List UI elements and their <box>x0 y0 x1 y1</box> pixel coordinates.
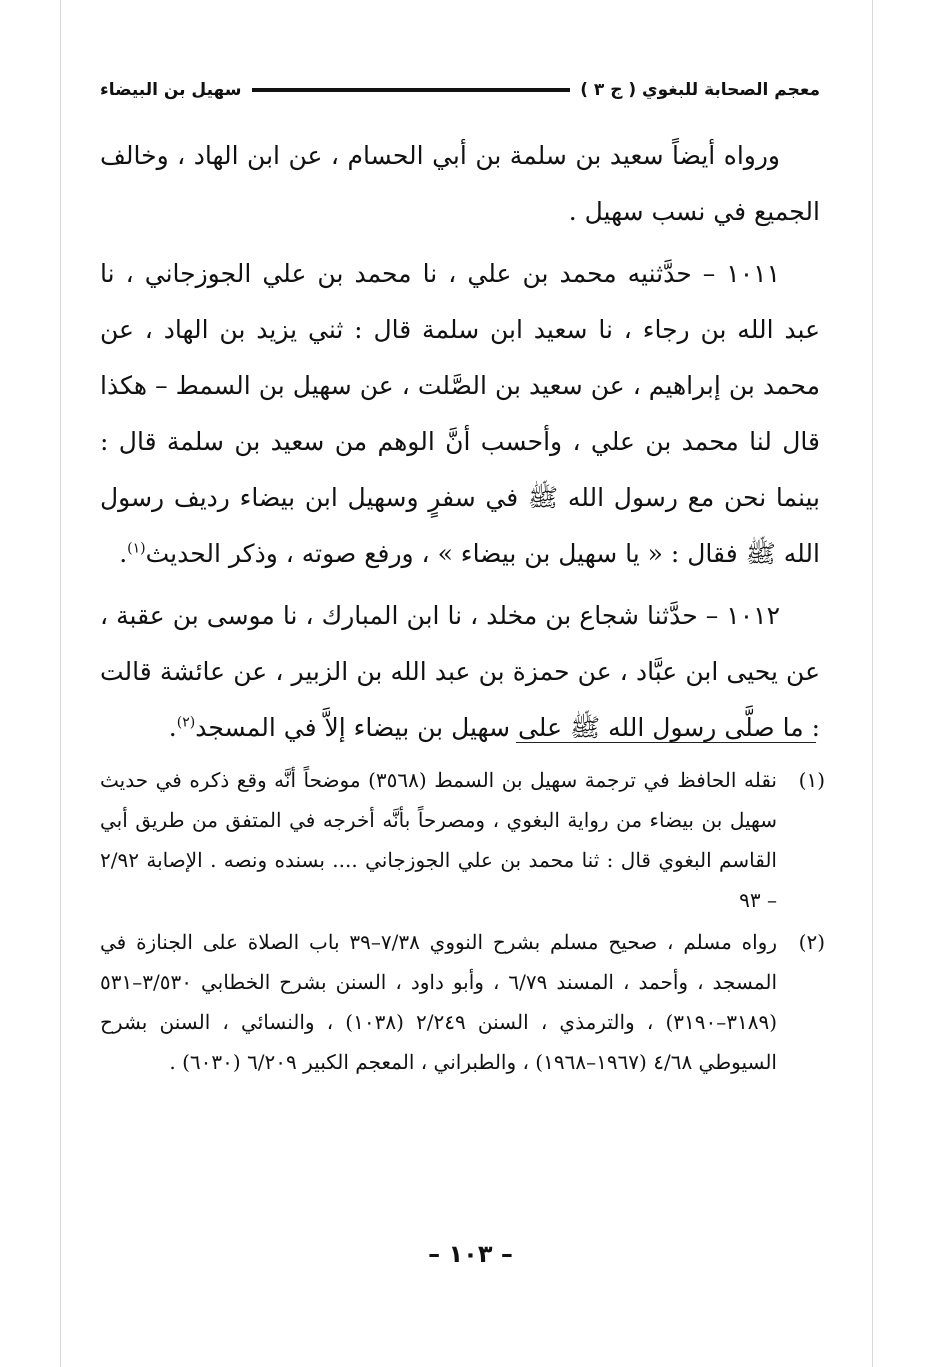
footnote-separator <box>516 742 816 743</box>
scan-artifact-line <box>60 0 61 1367</box>
paragraph-hadith-1012 <box>100 588 820 756</box>
footnote-ref-1[interactable]: (١) <box>127 540 146 557</box>
paragraph-text: ١٠١١ – حدَّثنيه محمد بن علي ، نا محمد بن علي الجوزجاني ، نا عبد الله بن رجاء ، نا سعيد ابن سلمة قال : ثني يزيد بن الهاد ، عن محمد بن إبراهيم ، عن سعيد بن الصَّلت ، عن سهيل بن السمط – هكذا قال لنا محمد بن علي ، وأحسب أنَّ الوهم من سعيد بن سلمة قال : بينما نحن مع رسول الله ﷺ في سفرٍ وسهيل ابن بيضاء رديف رسول الله ﷺ فقال : « يا سهيل بن بيضاء » ، ورفع صوته ، وذكر الحديث <box>100 259 820 568</box>
footnote-1 <box>100 760 825 920</box>
paragraph-text: ورواه أيضاً سعيد بن سلمة بن أبي الحسام ، عن ابن الهاد ، وخالف الجميع في نسب سهيل . <box>100 141 820 226</box>
book-title: معجم الصحابة للبغوي ( ج ٣ ) <box>580 80 820 100</box>
header-rule <box>252 88 571 92</box>
end-mark: . <box>119 539 128 568</box>
footnote-text: نقله الحافظ في ترجمة سهيل بن السمط (٣٥٦٨) موضحاً أنَّه وقع ذكره في حديث سهيل بن بيضاء من رواية البغوي ، ومصرحاً بأنَّه أخرجه في المتفق من طريق أبي القاسم البغوي قال : ثنا محمد بن علي الجوزجاني .... بسنده ونصه . الإصابة ٢/٩٢ – ٩٣ <box>100 768 778 912</box>
footnote-2 <box>100 922 825 1082</box>
footnote-text: رواه مسلم ، صحيح مسلم بشرح النووي ٧/٣٨–٣٩ باب الصلاة على الجنازة في المسجد ، وأحمد ، المسند ٦/٧٩ ، وأبو داود ، السنن بشرح الخطابي ٣/٥٣٠–٥٣١ (٣١٨٩–٣١٩٠) ، والترمذي ، السنن ٢/٢٤٩ (١٠٣٨) ، والنسائي ، السنن بشرح السيوطي ٤/٦٨ (١٩٦٧–١٩٦٨) ، والطبراني ، المعجم الكبير ٦/٢٠٩ (٦٠٣٠) . <box>100 930 777 1074</box>
footnotes <box>100 760 825 1084</box>
running-header <box>100 70 820 110</box>
scan-artifact-line <box>872 0 873 1367</box>
end-mark: . <box>168 713 177 742</box>
footnote-number: (١) <box>798 768 825 792</box>
section-title: سهيل بن البيضاء <box>100 80 242 100</box>
main-text <box>100 128 820 762</box>
paragraph-text: ١٠١٢ – حدَّثنا شجاع بن مخلد ، نا ابن المبارك ، نا موسى بن عقبة ، عن يحيى ابن عبَّاد ، عن حمزة بن عبد الله بن الزبير ، عن عائشة قالت : ما صلَّى رسول الله ﷺ على سهيل بن بيضاء إلاَّ في المسجد <box>100 601 820 742</box>
paragraph-intro <box>100 128 820 240</box>
footnote-number: (٢) <box>798 930 825 954</box>
page-number: – ١٠٣ – <box>428 1240 513 1268</box>
paragraph-hadith-1011 <box>100 246 820 582</box>
footnote-ref-2[interactable]: (٢) <box>176 714 196 731</box>
